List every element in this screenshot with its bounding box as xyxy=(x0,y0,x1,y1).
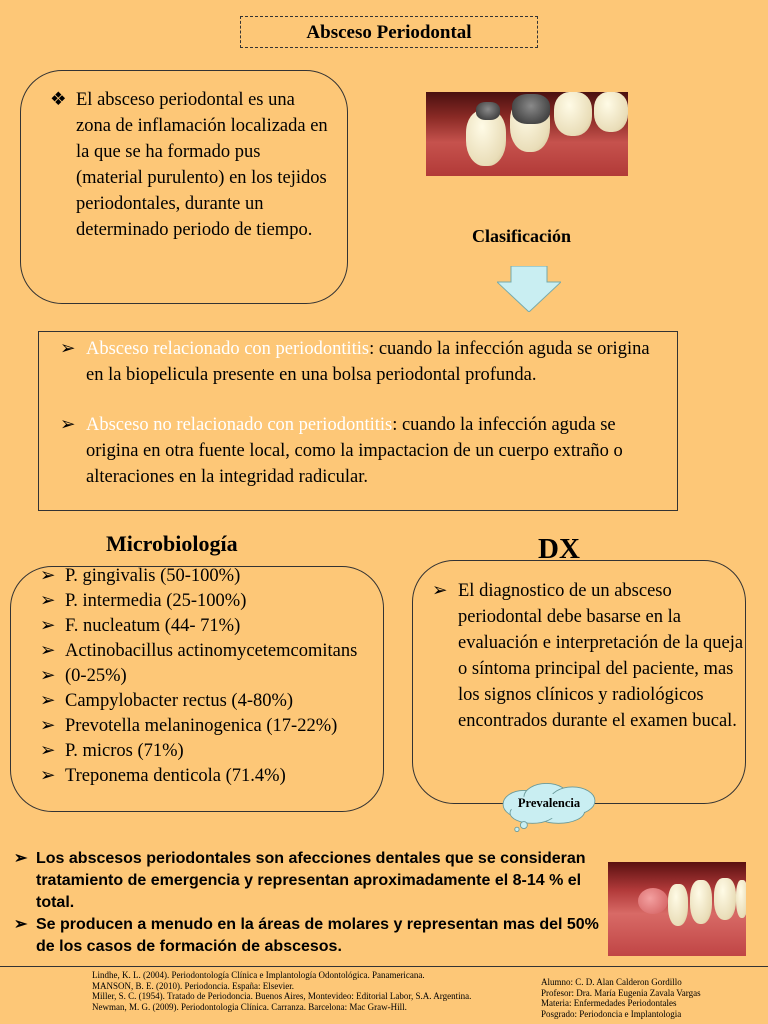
classification-heading: Clasificación xyxy=(472,226,571,246)
list-item: ➢ Los abscesos periodontales son afecciones dentales que se consideran tratamiento de emergencia y representan aproximadamente el 8-14 % el total. xyxy=(14,850,586,911)
reference-item: Newman, M. G. (2009). Periodontologia Clínica. Carranza. Barcelona: Mac Graw-Hill. xyxy=(92,1001,407,1012)
credit-item: Posgrado: Periodoncia e Implantologia xyxy=(541,1008,682,1019)
classification-item xyxy=(60,412,670,490)
classification-term: Absceso relacionado con periodontitis xyxy=(86,339,370,359)
classification-desc: : cuando la infección aguda se origina en otra fuente local, como la impactacion de un cuerpo extraño o alteraciones en la integridad radicular. xyxy=(86,415,623,487)
arrow-right-icon: ➢ xyxy=(40,616,56,636)
page-title: Absceso Periodontal xyxy=(240,16,538,48)
list-item: ➢ (0-25%) xyxy=(40,664,390,689)
credit-item: Profesor: Dra. María Eugenia Zavala Vargas xyxy=(541,987,701,998)
microbiology-heading: Microbiología xyxy=(106,531,238,556)
classification-item xyxy=(60,336,670,388)
arrow-right-icon: ➢ xyxy=(40,741,56,761)
prevalence-label: Prevalencia xyxy=(517,796,581,810)
classification-desc: : cuando la infección aguda se origina en la biopelicula presente en una bolsa periodontal profunda. xyxy=(86,339,650,385)
arrow-right-icon: ➢ xyxy=(40,691,56,711)
list-item: ➢ F. nucleatum (44- 71%) xyxy=(40,614,390,639)
list-item: ➢ Se producen a menudo en la áreas de molares y representan mas del 50% de los casos de formación de abscesos. xyxy=(14,916,599,955)
microbiology-list xyxy=(40,564,390,789)
footer-divider xyxy=(0,966,768,967)
arrow-right-icon: ➢ xyxy=(60,339,76,359)
arrow-right-icon: ➢ xyxy=(40,641,56,661)
arrow-right-icon: ➢ xyxy=(40,766,56,786)
credits xyxy=(541,977,761,1019)
credit-item: Materia: Enfermedades Periodontales xyxy=(541,998,677,1008)
dental-photo-abscess xyxy=(608,862,746,956)
dx-text xyxy=(432,578,744,734)
arrow-right-icon: ➢ xyxy=(14,850,28,867)
list-item: ➢ Prevotella melaninogenica (17-22%) xyxy=(40,714,390,739)
list-item: ➢ Actinobacillus actinomycetemcomitans xyxy=(40,639,390,664)
definition-body: El absceso periodontal es una zona de inflamación localizada en la que se ha formado pus (material purulento) en los tejidos periodontales, durante un determinado periodo de tiempo. xyxy=(76,90,328,240)
dx-heading: DX xyxy=(538,533,580,565)
references xyxy=(92,970,532,1012)
prevalence-text xyxy=(14,848,604,958)
reference-item: Lindhe, K. L. (2004). Periodontología Clínica e Implantología Odontológica. Panamericana. xyxy=(92,970,425,980)
definition-text xyxy=(50,87,330,243)
list-item: ➢ Campylobacter rectus (4-80%) xyxy=(40,689,390,714)
arrow-right-icon: ➢ xyxy=(14,916,28,933)
reference-item: MANSON, B. E. (2010). Periodoncia. España: Elsevier. xyxy=(92,980,294,991)
list-item: ➢ P. micros (71%) xyxy=(40,739,390,764)
diamond-bullet-icon: ❖ xyxy=(50,90,67,110)
classification-term: Absceso no relacionado con periodontitis xyxy=(86,415,393,435)
dx-body: El diagnostico de un absceso periodontal debe basarse en la evaluación e interpretación de la queja o síntoma principal del paciente, mas los signos clínicos y radiológicos encontrados durante el examen bucal. xyxy=(458,581,744,731)
list-item: ➢ P. intermedia (25-100%) xyxy=(40,589,390,614)
arrow-right-icon: ➢ xyxy=(40,716,56,736)
arrow-right-icon: ➢ xyxy=(60,415,76,435)
arrow-right-icon: ➢ xyxy=(40,591,56,611)
credit-item: Alumno: C. D. Alan Calderon Gordillo xyxy=(541,977,682,987)
list-item: ➢ Treponema denticola (71.4%) xyxy=(40,764,390,789)
arrow-right-icon: ➢ xyxy=(40,666,56,686)
dental-photo-molars xyxy=(426,92,628,176)
reference-item: Miller, S. C. (1954). Tratado de Periodoncia. Buenos Aires, Montevideo: Editorial Labor, S.A. Argentina. xyxy=(92,991,472,1001)
arrow-right-icon: ➢ xyxy=(432,581,448,601)
arrow-right-icon: ➢ xyxy=(40,566,56,586)
list-item: ➢ P. gingivalis (50-100%) xyxy=(40,564,390,589)
arrow-down-icon xyxy=(497,266,561,312)
